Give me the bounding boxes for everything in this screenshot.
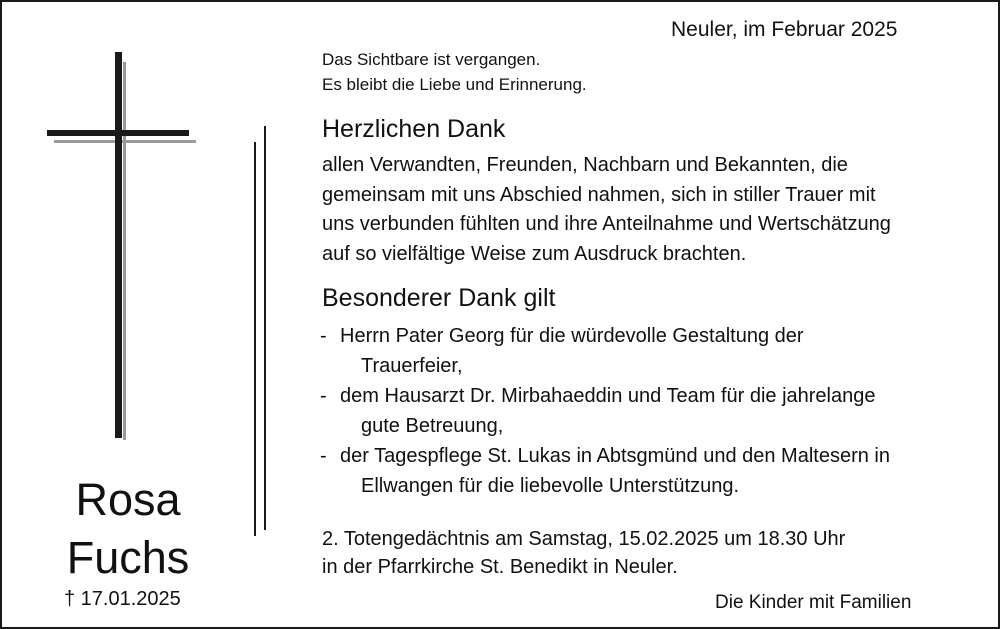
- quote-line: Das Sichtbare ist vergangen.: [322, 50, 541, 69]
- special-thanks-heading: Besonderer Dank gilt: [322, 284, 556, 312]
- list-item-line: der Tagespflege St. Lukas in Abtsgmünd und den Maltesern in: [340, 445, 890, 467]
- list-dash: -: [320, 385, 327, 407]
- memorial-service: [322, 525, 845, 581]
- list-item: [320, 441, 890, 501]
- list-dash: -: [320, 445, 327, 467]
- memorial-line: in der Pfarrkirche St. Benedikt in Neuler.: [322, 556, 678, 578]
- deceased-first-name: Rosa: [75, 474, 181, 525]
- double-vertical-divider: [245, 120, 275, 540]
- list-dash: -: [320, 325, 327, 347]
- thanks-heading: Herzlichen Dank: [322, 115, 506, 143]
- cross-icon: [40, 48, 210, 448]
- list-item-line: Ellwangen für die liebevolle Unterstützung.: [361, 475, 739, 497]
- special-thanks-list: [320, 321, 890, 501]
- paragraph-line: allen Verwandten, Freunden, Nachbarn und Bekannten, die: [322, 154, 848, 176]
- paragraph-line: auf so vielfältige Weise zum Ausdruck brachten.: [322, 243, 747, 266]
- place-date: Neuler, im Februar 2025: [671, 18, 898, 41]
- quote: [322, 47, 587, 97]
- paragraph-line: gemeinsam mit uns Abschied nahmen, sich in stiller Trauer mit: [322, 183, 876, 206]
- list-item-line: Trauerfeier,: [361, 355, 463, 377]
- list-item: [320, 321, 890, 381]
- memorial-line: 2. Totengedächtnis am Samstag, 15.02.2025 um 18.30 Uhr: [322, 528, 846, 550]
- list-item-line: gute Betreuung,: [361, 415, 504, 437]
- paragraph-line: uns verbunden fühlten und ihre Anteilnahme und Wertschätzung: [322, 213, 891, 236]
- list-item: [320, 381, 890, 441]
- deceased-last-name: Fuchs: [66, 532, 190, 583]
- thanks-paragraph: [322, 151, 891, 270]
- death-date: † 17.01.2025: [64, 588, 181, 610]
- list-item-line: Herrn Pater Georg für die würdevolle Gestaltung der: [340, 325, 804, 347]
- list-item-line: dem Hausarzt Dr. Mirbahaeddin und Team für die jahrelange: [340, 385, 876, 407]
- signature: Die Kinder mit Familien: [715, 592, 912, 613]
- quote-line: Es bleibt die Liebe und Erinnerung.: [322, 75, 587, 94]
